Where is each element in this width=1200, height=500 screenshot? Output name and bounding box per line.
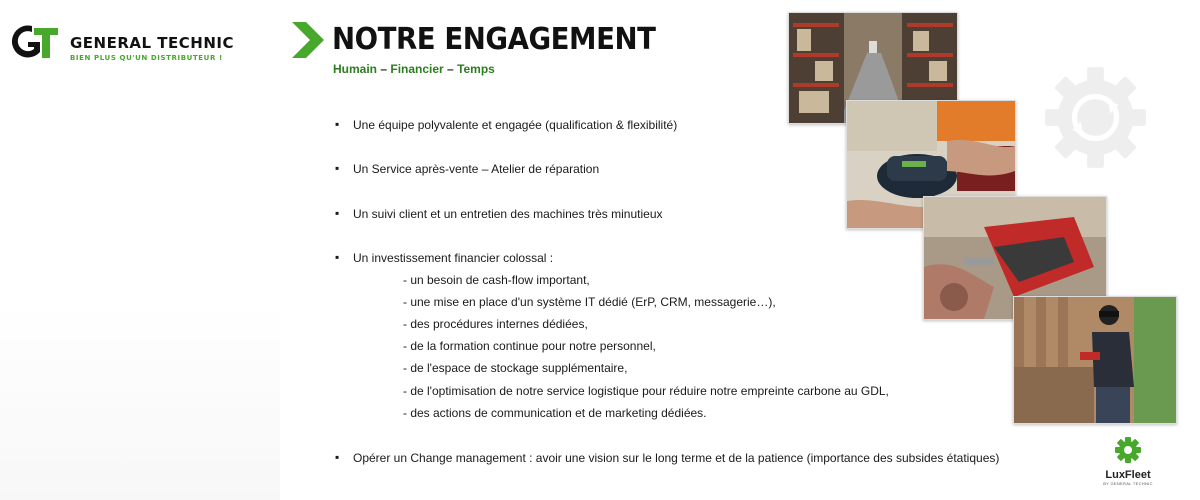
subtitle-time: Temps xyxy=(457,62,495,76)
sub-list-item: - des actions de communication et de marketing dédiées. xyxy=(403,406,707,420)
brand-tagline: BIEN PLUS QU'UN DISTRIBUTEUR ! xyxy=(70,54,223,62)
bullet-text: Une équipe polyvalente et engagée (qualification & flexibilité) xyxy=(353,118,678,132)
brand-logo xyxy=(10,22,260,67)
page-subtitle xyxy=(333,62,495,76)
sub-list-item: - de l'optimisation de notre service logistique pour réduire notre empreinte carbone au GDL, xyxy=(403,384,889,398)
list-item xyxy=(336,451,999,465)
sub-list-item: - de la formation continue pour notre personnel, xyxy=(403,339,656,353)
subtitle-human: Humain xyxy=(333,62,378,76)
partner-logo xyxy=(1093,437,1163,487)
page-title: NOTRE ENGAGEMENT xyxy=(332,22,656,57)
partner-tagline: BY GENERAL TECHNIC xyxy=(1103,481,1153,486)
subtitle-sep: – xyxy=(377,62,391,76)
sub-list-item: - des procédures internes dédiées, xyxy=(403,317,588,331)
list-item xyxy=(336,207,663,221)
bullet-text: Un suivi client et un entretien des machines très minutieux xyxy=(353,207,663,221)
sub-list-item: - une mise en place d'un système IT dédié (ErP, CRM, messagerie…), xyxy=(403,295,776,309)
chevron-right-icon xyxy=(292,22,324,58)
gt-logo-icon xyxy=(10,22,60,62)
brand-name: GENERAL TECHNIC xyxy=(70,34,234,52)
luxfleet-gear-icon xyxy=(1115,437,1141,463)
gear-recycle-icon xyxy=(1043,65,1148,170)
bullet-text: Un Service après-vente – Atelier de réparation xyxy=(353,162,600,176)
bullet-text: Un investissement financier colossal : xyxy=(353,251,554,265)
list-item xyxy=(336,118,677,132)
subtitle-sep: – xyxy=(443,62,458,76)
sub-list-item: - de l'espace de stockage supplémentaire, xyxy=(403,361,628,375)
list-item xyxy=(336,251,553,265)
list-item xyxy=(336,162,599,176)
bullet-text: Opérer un Change management : avoir une vision sur le long terme et de la patience (importance des subsides étatiques) xyxy=(353,451,1000,465)
partner-name: LuxFleet xyxy=(1105,469,1151,481)
sub-list-item: - un besoin de cash-flow important, xyxy=(403,273,590,287)
subtitle-finance: Financier xyxy=(390,62,444,76)
worker-photo xyxy=(1013,296,1177,424)
left-panel xyxy=(0,0,280,500)
